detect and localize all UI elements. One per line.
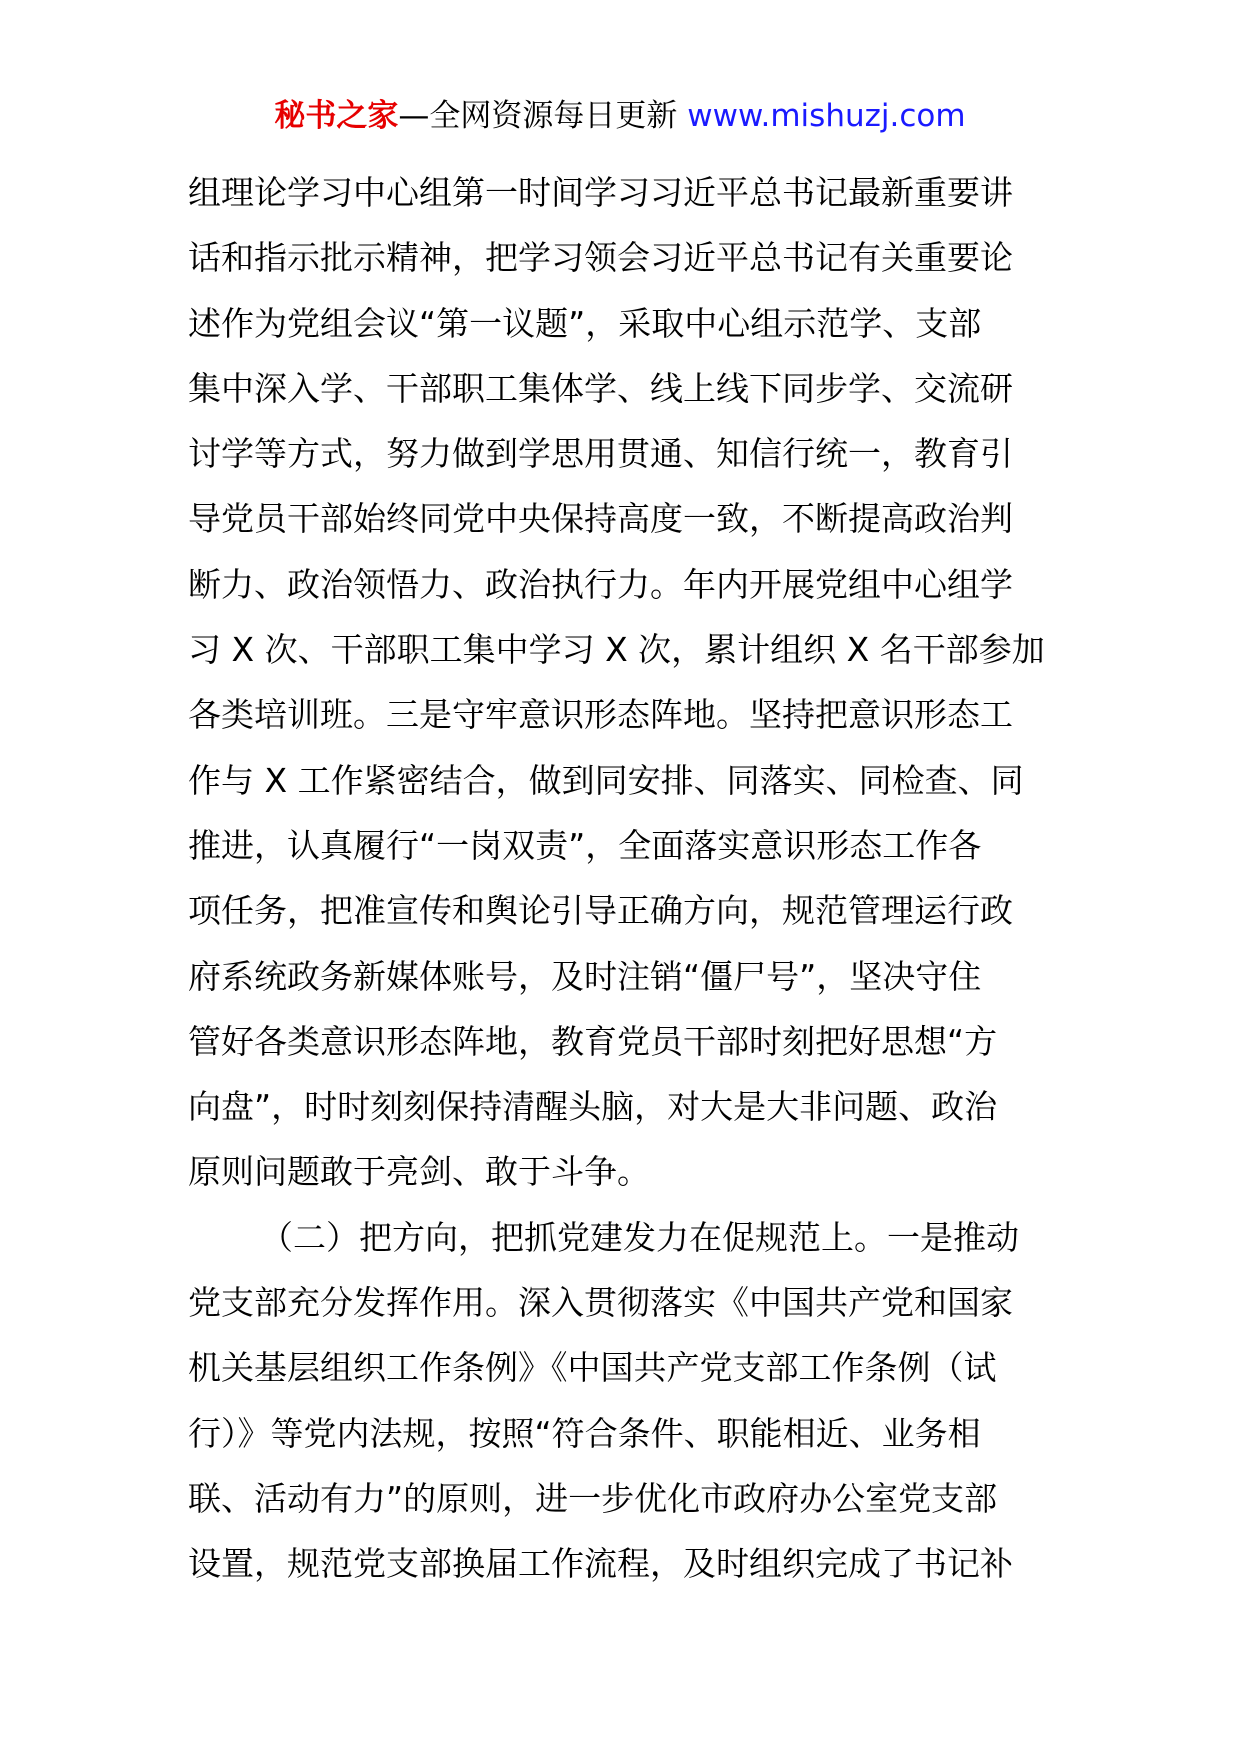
site-url-link[interactable]: www.mishuzj.com [687,98,966,134]
text-line: 机关基层组织工作条例》《中国共产党支部工作条例（试 [188,1348,997,1388]
text-line: 作与 X 工作紧密结合，做到同安排、同落实、同检查、同 [188,760,1024,800]
text-line: 设置，规范党支部换届工作流程，及时组织完成了书记补 [188,1544,1013,1584]
text-line: （二）把方向，把抓党建发力在促规范上。一是推动 [260,1217,1019,1257]
text-line: 组理论学习中心组第一时间学习习近平总书记最新重要讲 [188,173,1013,212]
brand-name: 秘书之家 [274,98,399,134]
text-line: 行）》等党内法规，按照“符合条件、职能相近、业务相 [188,1413,981,1453]
text-line: 府系统政务新媒体账号，及时注销“僵尸号”，坚决守住 [188,956,982,996]
text-line: 项任务，把准宣传和舆论引导正确方向，规范管理运行政 [188,891,1013,931]
text-line: 向盘”，时时刻刻保持清醒头脑，对大是大非问题、政治 [188,1087,998,1127]
paragraph-2 [188,1205,1058,1597]
text-line: 原则问题敢于亮剑、敢于斗争。 [188,1152,650,1192]
text-line: 讨学等方式，努力做到学思用贯通、知信行统一，教育引 [188,434,1013,474]
text-line: 推进，认真履行“一岗双责”，全面落实意识形态工作各 [188,825,982,865]
text-line: 话和指示批示精神，把学习领会习近平总书记有关重要论 [188,238,1013,278]
text-line: 断力、政治领悟力、政治执行力。年内开展党组中心组学 [188,564,1013,604]
text-line: 述作为党组会议“第一议题”，采取中心组示范学、支部 [188,303,982,343]
text-line: 集中深入学、干部职工集体学、线上线下同步学、交流研 [188,368,1013,408]
text-line: 导党员干部始终同党中央保持高度一致，不断提高政治判 [188,499,1013,539]
text-line: 管好各类意识形态阵地，教育党员干部时刻把好思想“方 [188,1021,998,1061]
text-line: 习 X 次、干部职工集中学习 X 次，累计组织 X 名干部参加 [188,630,1045,670]
text-line: 联、活动有力”的原则，进一步优化市政府办公室党支部 [188,1478,998,1518]
text-line: 各类培训班。三是守牢意识形态阵地。坚持把意识形态工 [188,695,1013,735]
site-header [0,96,1240,136]
document-body [188,160,1058,1597]
text-line: 党支部充分发挥作用。深入贯彻落实《中国共产党和国家 [188,1283,1013,1323]
paragraph-1 [188,160,1058,1205]
header-tagline: —全网资源每日更新 [398,98,688,134]
